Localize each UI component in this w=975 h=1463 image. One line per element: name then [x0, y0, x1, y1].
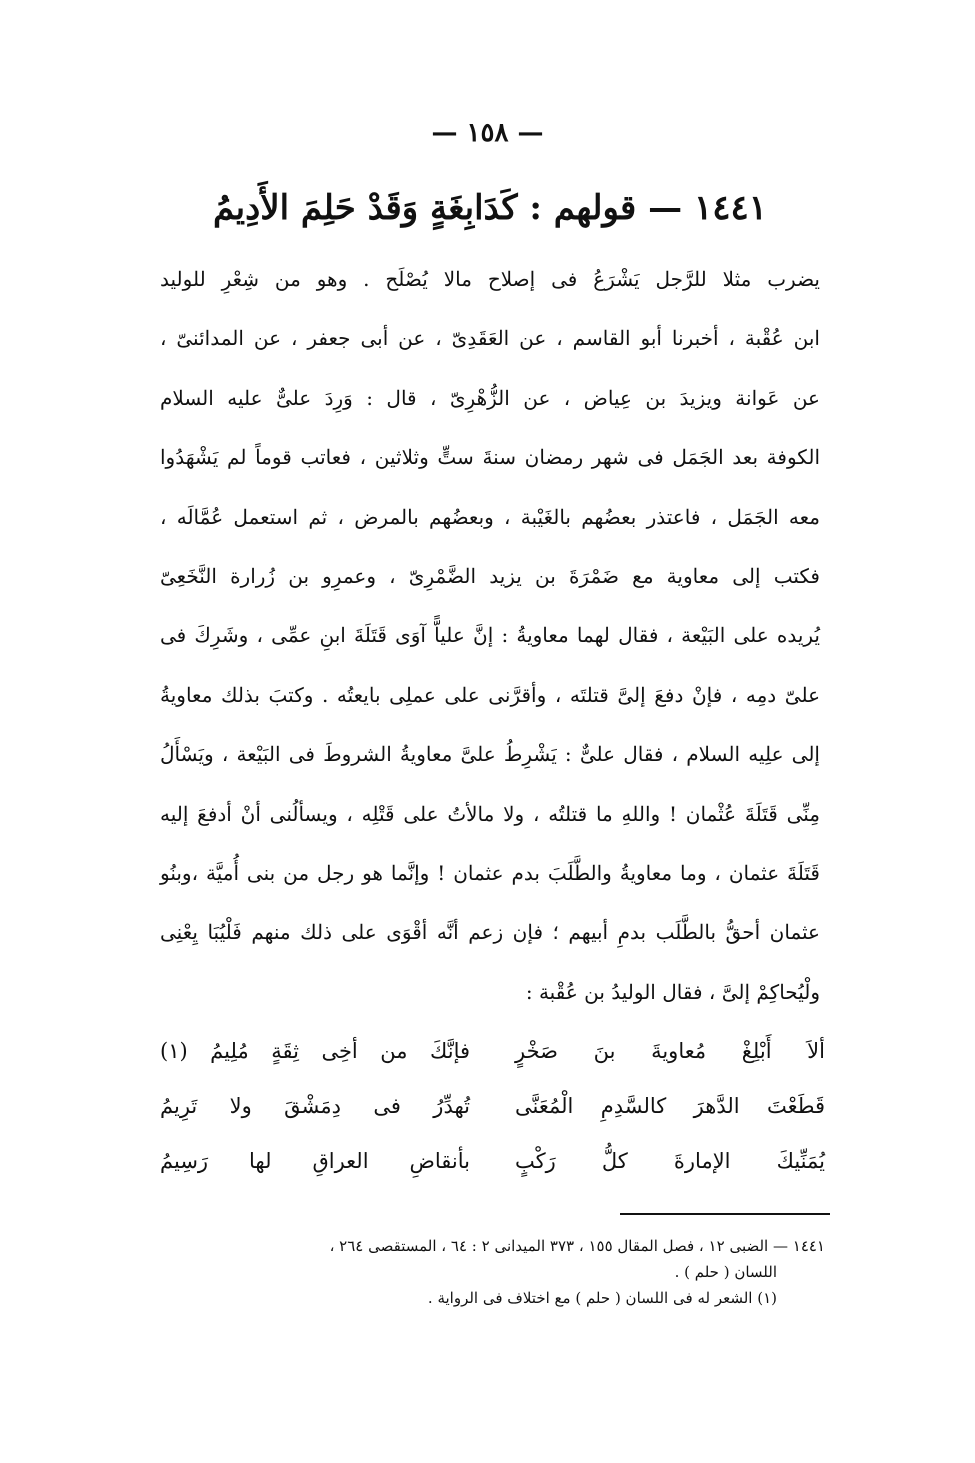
body-line: إلى علِيه السلام ، فقال علىٌّ : يَشْرِطُ علىَّ معاويةُ الشروطَ فى البَيْعة ، ويَسْأَلُ [160, 742, 820, 767]
poem-verse [160, 1024, 825, 1079]
footnote-line: ١٤٤١ — الضبى ١٢ ، فصل المقال ١٥٥ ، ٣٧٣ الميدانى ٢ : ٦٤ ، المستقصى ٢٦٤ ، [329, 1237, 825, 1255]
poem-verse [160, 1079, 825, 1134]
body-line: مِنِّى قَتَلَةَ عُثْمان ! واللهِ ما قتلتُه ، ولا مالأتُ على قَتْلِه ، ويسألُنى أنْ أدفعَ إليه [160, 801, 820, 826]
body-line: عثمان أحقُّ بالطَّلَب بدمِ أبيهم ؛ فإن زعم أنَّه أقْوَى على ذلك منهم فَلْيُبَا يِعْنِى [160, 920, 820, 945]
verse-first-hemistich: يُمَنِّيكَ الإمارةَ كلُّ رَكْبٍ [515, 1149, 825, 1173]
body-line: يُريده على البَيْعة ، فقال لهما معاويةُ : إنَّ علياًّ آوَى قَتَلَةَ ابنِ عمِّى ، وشَرِكَ فى [160, 623, 820, 648]
poem-verse [160, 1134, 825, 1189]
body-text [160, 250, 820, 1022]
footnotes [160, 1233, 825, 1311]
body-line: عن عَوانة ويزيدَ بن عِياض ، عن الزُّهْرِىّ ، قال : وَرِدَ علىٌّ عليه السلام [160, 385, 820, 410]
body-line: علىّ دمِه ، فإنْ دفعَ إلىَّ قتلتَه ، وأقرَّنى على عملِى بايعتُه . وكتبَ بذلك معاويةُ [160, 682, 820, 707]
verse-first-hemistich: قَطَعْتَ الدَّهرَ كالسَّدِمِ الْمُعَنَّى [515, 1094, 825, 1118]
footnote-line: (١) الشعر له فى اللسان ( حلم ) مع اختلاف فى الرواية . [427, 1289, 777, 1307]
body-line: قَتَلَةَ عثمان ، وما معاويةُ والطَّلَبَ بدم عثمان ! وإنَّما هو رجل من بنى أُميَّة ،وبنُو [160, 860, 820, 885]
verse-first-hemistich: ألاَ أَبْلِغْ مُعاويةَ بنَ صَخْرٍ [515, 1039, 825, 1063]
page-number: — ١٥٨ — [431, 118, 544, 148]
footnote-divider [620, 1213, 830, 1215]
body-line: يضرب مثلا للرَّجل يَشْرَعُ فى إصلاح مالا يُصْلَح . وهو من شِعْرِ للوليد [160, 267, 820, 291]
body-line: ولْيُحاكِمْ إلىَّ ، فقال الوليدُ بن عُقْبة : [525, 979, 820, 1004]
body-line: فكتب إلى معاوية مع ضَمْرَةَ بن يزيد الضَّمْرِىّ ، وعمرِو بن زُرارة النَّخَعِىّ [160, 563, 820, 588]
body-line: الكوفة بعد الجَمَل فى شهر رمضان سنةَ ستٍّ وثلاثين ، فعاتب قوماً لم يَشْهَدُوا [160, 445, 820, 470]
poem [160, 1024, 825, 1189]
footnote-line: اللسان ( حلم ) . [674, 1263, 777, 1281]
verse-second-hemistich: تُهدِّرُ فى دِمَشْقَ ولا تَرِيمُ [160, 1094, 470, 1118]
verse-second-hemistich: بأنقاضِ العراقِ لها رَسِيمُ [160, 1149, 470, 1173]
body-line: معه الجَمَل ، فاعتذر بعضُهم بالغَيْبة ، وبعضُهم بالمرض ، ثم استعمل عُمَّالَه ، [160, 504, 820, 529]
proverb-heading: ١٤٤١ — قولهم : كَدَابِغَةٍ وَقَدْ حَلِمَ الأَدِيمُ [213, 188, 767, 228]
body-line: ابن عُقْبة ، أخبرنا أبو القاسم ، عن العَقَدِىّ ، عن أبى جعفر ، عن المدائنىّ ، [160, 326, 820, 351]
verse-second-hemistich: فإنَّكَ من أخِى ثِقَةٍ مُلِيمُ (١) [160, 1039, 470, 1063]
